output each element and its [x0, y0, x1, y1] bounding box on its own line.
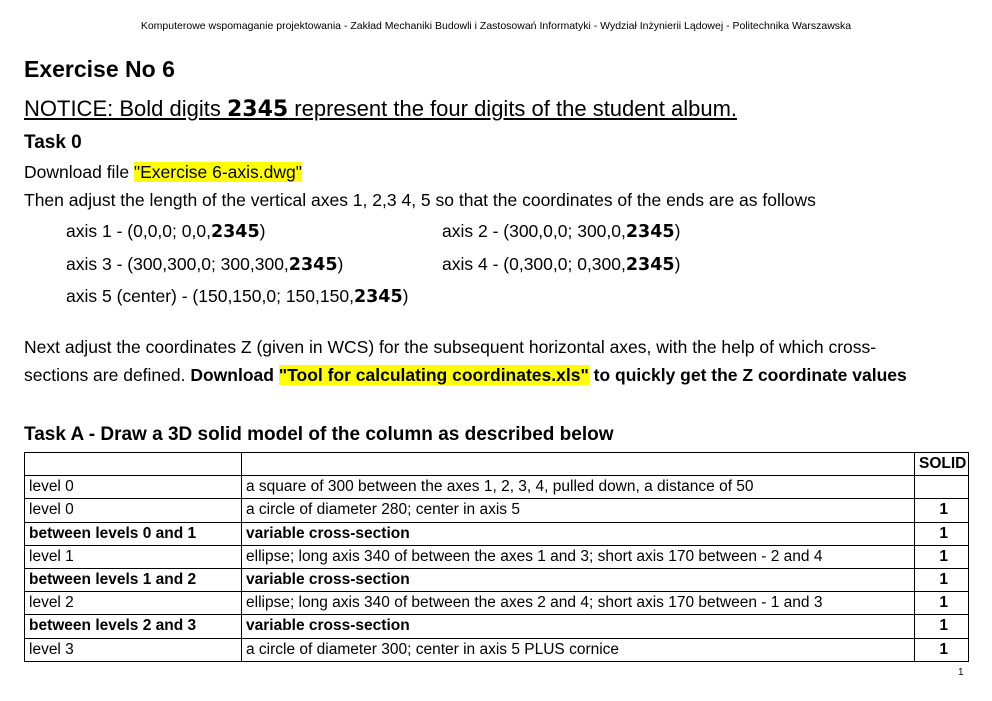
table-row: [25, 545, 969, 568]
notice-digits: 2345: [226, 97, 289, 122]
download-line: [24, 162, 302, 183]
solid-cell: 1: [915, 522, 969, 545]
taskA-heading: Task A - Draw a 3D solid model of the column as described below: [24, 424, 614, 445]
table-row: [25, 592, 969, 615]
axis-1-coords: axis 1 - (0,0,0; 0,0,2345): [66, 221, 266, 242]
level-cell: between levels 0 and 1: [25, 522, 242, 545]
notice-text-after: represent the four digits of the student album.: [288, 96, 738, 121]
table-row: [25, 568, 969, 591]
exercise-title: Exercise No 6: [24, 56, 175, 82]
download-file-name: "Exercise 6-axis.dwg": [133, 162, 302, 182]
notice-text-before: NOTICE: Bold digits: [24, 96, 227, 121]
axis-3-coords: axis 3 - (300,300,0; 300,300,2345): [66, 254, 344, 275]
page-number: 1: [958, 667, 964, 678]
table-header-row: [25, 453, 969, 476]
solid-column-header: SOLID: [915, 453, 969, 476]
table-row: [25, 638, 969, 661]
description-cell: a square of 300 between the axes 1, 2, 3, 4, pulled down, a distance of 50: [242, 476, 915, 499]
solid-cell: 1: [915, 499, 969, 522]
axis-4-coords: axis 4 - (0,300,0; 0,300,2345): [442, 254, 681, 275]
description-cell: a circle of diameter 300; center in axis 5 PLUS cornice: [242, 638, 915, 661]
description-cell: a circle of diameter 280; center in axis 5: [242, 499, 915, 522]
axis-2-coords: axis 2 - (300,0,0; 300,0,2345): [442, 221, 681, 242]
description-cell: ellipse; long axis 340 of between the axes 1 and 3; short axis 170 between - 2 and 4: [242, 545, 915, 568]
level-cell: level 1: [25, 545, 242, 568]
adjust-instruction: Then adjust the length of the vertical axes 1, 2,3 4, 5 so that the coordinates of the ends are as follows: [24, 190, 816, 210]
page-header: Komputerowe wspomaganie projektowania - Zakład Mechaniki Budowli i Zastosowań Informatyki - Wydział Inżynierii Lądowej - Politechnika Warszawska: [140, 20, 852, 32]
solid-cell: 1: [915, 615, 969, 638]
level-cell: level 0: [25, 476, 242, 499]
description-cell: variable cross-section: [242, 522, 915, 545]
task0-heading: Task 0: [24, 132, 82, 153]
solid-cell: 1: [915, 568, 969, 591]
level-cell: between levels 1 and 2: [25, 568, 242, 591]
solid-levels-table: [24, 452, 969, 662]
next-instruction-line-2: sections are defined. Download "Tool for calculating coordinates.xls" to quickly get the Z coordinate values: [24, 365, 907, 385]
level-cell: level 2: [25, 592, 242, 615]
level-cell: between levels 2 and 3: [25, 615, 242, 638]
solid-cell: [915, 476, 969, 499]
axis-5-coords: axis 5 (center) - (150,150,0; 150,150,2345): [66, 286, 409, 307]
solid-cell: 1: [915, 545, 969, 568]
description-cell: ellipse; long axis 340 of between the axes 2 and 4; short axis 170 between - 1 and 3: [242, 592, 915, 615]
solid-cell: 1: [915, 638, 969, 661]
next-instruction-line-1: Next adjust the coordinates Z (given in WCS) for the subsequent horizontal axes, with the help of which cross-: [24, 337, 877, 357]
description-cell: variable cross-section: [242, 615, 915, 638]
solid-cell: 1: [915, 592, 969, 615]
table-row: [25, 522, 969, 545]
notice-line: [24, 96, 737, 122]
tool-file-name: "Tool for calculating coordinates.xls": [278, 365, 589, 385]
table-row: [25, 476, 969, 499]
level-cell: level 3: [25, 638, 242, 661]
table-row: [25, 499, 969, 522]
description-cell: variable cross-section: [242, 568, 915, 591]
table-row: [25, 615, 969, 638]
level-cell: level 0: [25, 499, 242, 522]
download-label: Download file: [24, 162, 134, 182]
